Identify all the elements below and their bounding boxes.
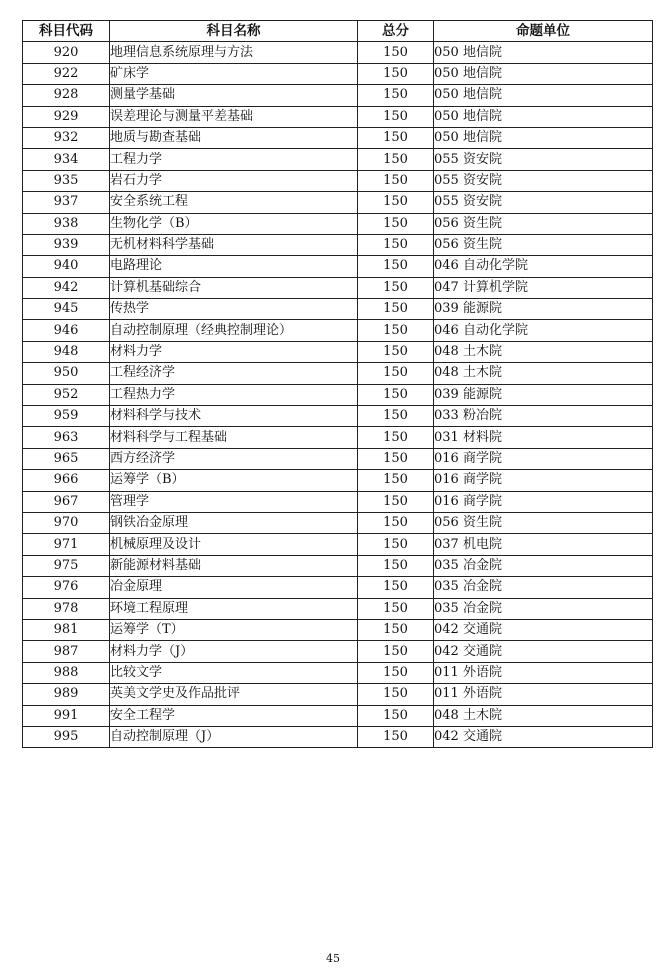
- table-row: [23, 406, 653, 427]
- table-row: [23, 534, 653, 555]
- subject-name-cell: 自动控制原理（经典控制理论）: [110, 320, 358, 341]
- setting-unit-cell: 055 资安院: [434, 149, 653, 170]
- table-row: [23, 427, 653, 448]
- setting-unit-cell: 042 交通院: [434, 641, 653, 662]
- subject-name-cell: 安全系统工程: [110, 192, 358, 213]
- setting-unit-cell: 035 冶金院: [434, 555, 653, 576]
- total-score-cell: 150: [358, 320, 434, 341]
- subject-code-cell: 975: [23, 555, 110, 576]
- subject-code-cell: 922: [23, 63, 110, 84]
- table-row: [23, 641, 653, 662]
- subject-code-cell: 991: [23, 705, 110, 726]
- subject-name-cell: 无机材料科学基础: [110, 234, 358, 255]
- total-score-cell: 150: [358, 42, 434, 63]
- setting-unit-cell: 046 自动化学院: [434, 320, 653, 341]
- total-score-cell: 150: [358, 277, 434, 298]
- subject-code-cell: 995: [23, 726, 110, 747]
- header-setting-unit: 命题单位: [434, 21, 653, 42]
- subject-code-cell: 948: [23, 341, 110, 362]
- table-row: [23, 320, 653, 341]
- subject-name-cell: 材料科学与工程基础: [110, 427, 358, 448]
- subject-code-cell: 966: [23, 470, 110, 491]
- subject-code-cell: 935: [23, 170, 110, 191]
- total-score-cell: 150: [358, 705, 434, 726]
- table-row: [23, 384, 653, 405]
- subject-code-cell: 976: [23, 577, 110, 598]
- total-score-cell: 150: [358, 684, 434, 705]
- table-row: [23, 299, 653, 320]
- total-score-cell: 150: [358, 384, 434, 405]
- subject-name-cell: 材料力学: [110, 341, 358, 362]
- setting-unit-cell: 016 商学院: [434, 448, 653, 469]
- setting-unit-cell: 056 资生院: [434, 234, 653, 255]
- subject-code-cell: 970: [23, 512, 110, 533]
- subject-code-cell: 965: [23, 448, 110, 469]
- setting-unit-cell: 035 冶金院: [434, 577, 653, 598]
- subject-name-cell: 钢铁冶金原理: [110, 512, 358, 533]
- subject-code-cell: 988: [23, 662, 110, 683]
- subject-name-cell: 工程热力学: [110, 384, 358, 405]
- subject-name-cell: 电路理论: [110, 256, 358, 277]
- setting-unit-cell: 011 外语院: [434, 684, 653, 705]
- setting-unit-cell: 011 外语院: [434, 662, 653, 683]
- setting-unit-cell: 031 材料院: [434, 427, 653, 448]
- setting-unit-cell: 039 能源院: [434, 384, 653, 405]
- subject-code-cell: 932: [23, 127, 110, 148]
- table-row: [23, 256, 653, 277]
- table-row: [23, 234, 653, 255]
- table-row: [23, 555, 653, 576]
- setting-unit-cell: 046 自动化学院: [434, 256, 653, 277]
- subject-name-cell: 计算机基础综合: [110, 277, 358, 298]
- subject-name-cell: 矿床学: [110, 63, 358, 84]
- subject-name-cell: 运筹学（B）: [110, 470, 358, 491]
- table-row: [23, 213, 653, 234]
- subject-code-cell: 971: [23, 534, 110, 555]
- total-score-cell: 150: [358, 427, 434, 448]
- setting-unit-cell: 048 土木院: [434, 341, 653, 362]
- subject-name-cell: 环境工程原理: [110, 598, 358, 619]
- total-score-cell: 150: [358, 363, 434, 384]
- table-row: [23, 448, 653, 469]
- setting-unit-cell: 056 资生院: [434, 512, 653, 533]
- subjects-table: [22, 20, 653, 748]
- setting-unit-cell: 050 地信院: [434, 106, 653, 127]
- header-subject-code: 科目代码: [23, 21, 110, 42]
- total-score-cell: 150: [358, 641, 434, 662]
- table-row: [23, 512, 653, 533]
- table-row: [23, 149, 653, 170]
- setting-unit-cell: 050 地信院: [434, 42, 653, 63]
- total-score-cell: 150: [358, 63, 434, 84]
- subject-code-cell: 928: [23, 85, 110, 106]
- total-score-cell: 150: [358, 448, 434, 469]
- subject-code-cell: 981: [23, 619, 110, 640]
- subject-code-cell: 963: [23, 427, 110, 448]
- table-row: [23, 363, 653, 384]
- page-number: 45: [326, 952, 340, 965]
- setting-unit-cell: 042 交通院: [434, 726, 653, 747]
- setting-unit-cell: 033 粉冶院: [434, 406, 653, 427]
- subject-name-cell: 自动控制原理（J）: [110, 726, 358, 747]
- subject-code-cell: 987: [23, 641, 110, 662]
- total-score-cell: 150: [358, 726, 434, 747]
- setting-unit-cell: 047 计算机学院: [434, 277, 653, 298]
- subject-name-cell: 误差理论与测量平差基础: [110, 106, 358, 127]
- total-score-cell: 150: [358, 619, 434, 640]
- total-score-cell: 150: [358, 512, 434, 533]
- subject-code-cell: 959: [23, 406, 110, 427]
- subject-name-cell: 冶金原理: [110, 577, 358, 598]
- setting-unit-cell: 016 商学院: [434, 491, 653, 512]
- total-score-cell: 150: [358, 149, 434, 170]
- total-score-cell: 150: [358, 192, 434, 213]
- subject-name-cell: 新能源材料基础: [110, 555, 358, 576]
- subject-code-cell: 920: [23, 42, 110, 63]
- table-row: [23, 598, 653, 619]
- total-score-cell: 150: [358, 534, 434, 555]
- table-row: [23, 684, 653, 705]
- setting-unit-cell: 048 土木院: [434, 705, 653, 726]
- total-score-cell: 150: [358, 577, 434, 598]
- setting-unit-cell: 055 资安院: [434, 170, 653, 191]
- header-total-score: 总分: [358, 21, 434, 42]
- subject-code-cell: 946: [23, 320, 110, 341]
- table-row: [23, 577, 653, 598]
- setting-unit-cell: 050 地信院: [434, 127, 653, 148]
- setting-unit-cell: 050 地信院: [434, 85, 653, 106]
- total-score-cell: 150: [358, 598, 434, 619]
- table-row: [23, 42, 653, 63]
- total-score-cell: 150: [358, 341, 434, 362]
- total-score-cell: 150: [358, 555, 434, 576]
- subject-code-cell: 978: [23, 598, 110, 619]
- subject-code-cell: 945: [23, 299, 110, 320]
- subject-code-cell: 934: [23, 149, 110, 170]
- subject-name-cell: 工程经济学: [110, 363, 358, 384]
- subject-name-cell: 运筹学（T）: [110, 619, 358, 640]
- total-score-cell: 150: [358, 470, 434, 491]
- table-row: [23, 705, 653, 726]
- table-row: [23, 491, 653, 512]
- total-score-cell: 150: [358, 170, 434, 191]
- table-row: [23, 341, 653, 362]
- setting-unit-cell: 042 交通院: [434, 619, 653, 640]
- subject-code-cell: 950: [23, 363, 110, 384]
- table-row: [23, 619, 653, 640]
- setting-unit-cell: 048 土木院: [434, 363, 653, 384]
- total-score-cell: 150: [358, 256, 434, 277]
- subject-code-cell: 989: [23, 684, 110, 705]
- setting-unit-cell: 016 商学院: [434, 470, 653, 491]
- setting-unit-cell: 035 冶金院: [434, 598, 653, 619]
- total-score-cell: 150: [358, 234, 434, 255]
- table-row: [23, 192, 653, 213]
- table-row: [23, 170, 653, 191]
- total-score-cell: 150: [358, 662, 434, 683]
- subject-code-cell: 937: [23, 192, 110, 213]
- subject-name-cell: 安全工程学: [110, 705, 358, 726]
- table-row: [23, 470, 653, 491]
- subject-name-cell: 管理学: [110, 491, 358, 512]
- table-header-row: [23, 21, 653, 42]
- subject-name-cell: 地理信息系统原理与方法: [110, 42, 358, 63]
- subject-name-cell: 生物化学（B）: [110, 213, 358, 234]
- subject-code-cell: 942: [23, 277, 110, 298]
- total-score-cell: 150: [358, 127, 434, 148]
- subject-name-cell: 材料科学与技术: [110, 406, 358, 427]
- setting-unit-cell: 037 机电院: [434, 534, 653, 555]
- header-subject-name: 科目名称: [110, 21, 358, 42]
- subject-name-cell: 地质与勘查基础: [110, 127, 358, 148]
- table-row: [23, 106, 653, 127]
- table-row: [23, 726, 653, 747]
- subject-code-cell: 940: [23, 256, 110, 277]
- subject-name-cell: 西方经济学: [110, 448, 358, 469]
- table-row: [23, 127, 653, 148]
- setting-unit-cell: 050 地信院: [434, 63, 653, 84]
- subject-name-cell: 传热学: [110, 299, 358, 320]
- subject-name-cell: 岩石力学: [110, 170, 358, 191]
- setting-unit-cell: 056 资生院: [434, 213, 653, 234]
- table-row: [23, 85, 653, 106]
- total-score-cell: 150: [358, 491, 434, 512]
- subject-code-cell: 952: [23, 384, 110, 405]
- subject-name-cell: 机械原理及设计: [110, 534, 358, 555]
- subject-name-cell: 测量学基础: [110, 85, 358, 106]
- setting-unit-cell: 055 资安院: [434, 192, 653, 213]
- total-score-cell: 150: [358, 406, 434, 427]
- subject-code-cell: 938: [23, 213, 110, 234]
- table-body: [23, 42, 653, 748]
- subject-name-cell: 比较文学: [110, 662, 358, 683]
- subject-name-cell: 工程力学: [110, 149, 358, 170]
- setting-unit-cell: 039 能源院: [434, 299, 653, 320]
- total-score-cell: 150: [358, 85, 434, 106]
- subject-name-cell: 材料力学（J）: [110, 641, 358, 662]
- total-score-cell: 150: [358, 106, 434, 127]
- subject-name-cell: 英美文学史及作品批评: [110, 684, 358, 705]
- table-row: [23, 662, 653, 683]
- subject-code-cell: 939: [23, 234, 110, 255]
- subject-code-cell: 967: [23, 491, 110, 512]
- table-row: [23, 63, 653, 84]
- total-score-cell: 150: [358, 299, 434, 320]
- subject-code-cell: 929: [23, 106, 110, 127]
- total-score-cell: 150: [358, 213, 434, 234]
- table-row: [23, 277, 653, 298]
